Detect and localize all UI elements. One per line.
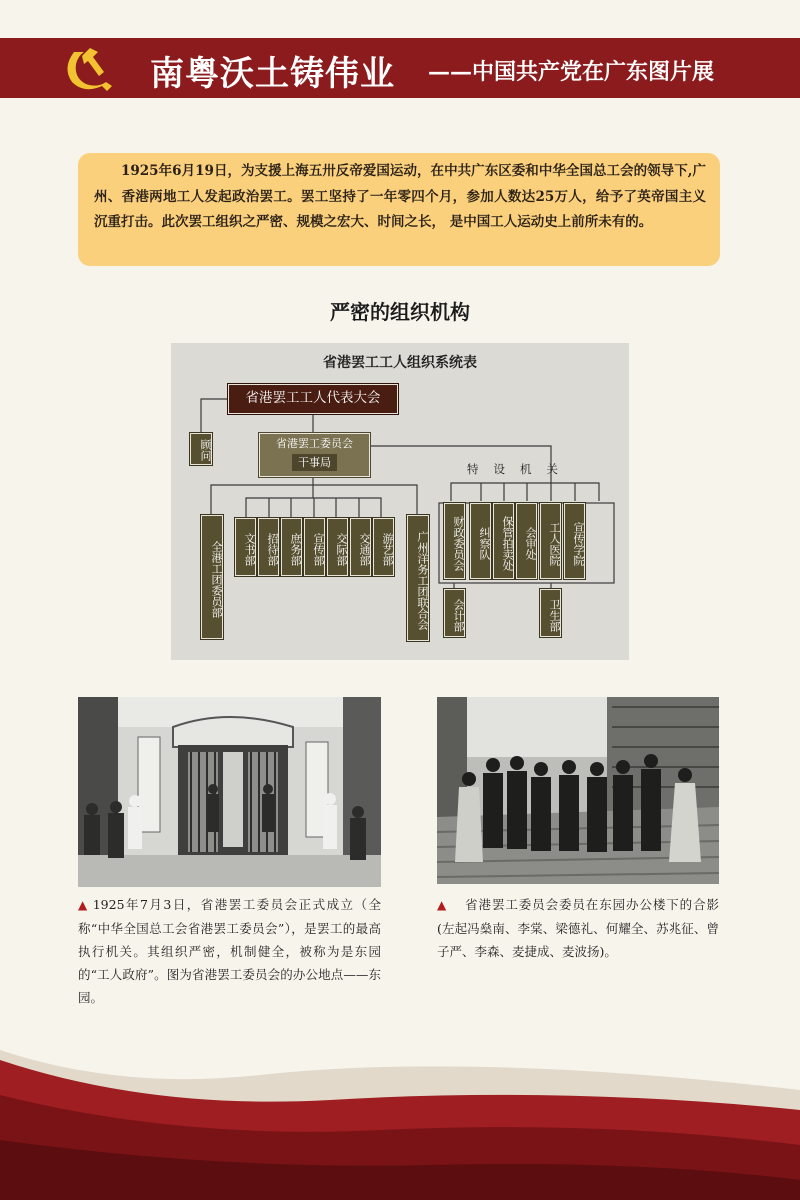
triangle-marker-icon: ▲ xyxy=(78,898,89,912)
org-chart-title: 省港罢工工人组织系统表 xyxy=(323,355,477,371)
exhibition-subtitle: ——中国共产党在广东图片展 xyxy=(428,59,715,85)
hospital-sub-box: 卫生部 xyxy=(540,589,561,637)
special-box: 保管拍卖处 xyxy=(493,503,514,579)
dept-box: 庶务部 xyxy=(281,518,302,576)
dept-box: 交际部 xyxy=(327,518,348,576)
triangle-marker-icon: ▲ xyxy=(437,898,448,912)
photo-dongyuan-gate xyxy=(78,697,381,887)
photo-committee-members xyxy=(437,697,719,884)
finance-sub-box: 会计部 xyxy=(444,589,465,637)
special-box: 宣传学院 xyxy=(564,503,585,579)
org-chart xyxy=(171,343,629,660)
committee-box xyxy=(259,433,370,477)
special-box: 财政委员会 xyxy=(444,503,465,579)
intro-box xyxy=(78,153,720,266)
photo-caption-2-text: 省港罢工委员会委员在东园办公楼下的合影(左起冯燊南、李棠、梁德礼、何耀全、苏兆征、曾子严、李森、麦捷成、麦波扬)。 xyxy=(437,897,719,959)
committee-label: 省港罢工委员会 xyxy=(276,437,353,450)
special-box: 纠察队 xyxy=(470,503,491,579)
advisor-box: 顾问 xyxy=(190,433,212,465)
bottom-red-swoosh xyxy=(0,1020,800,1200)
dept-box: 文书部 xyxy=(235,518,256,576)
intro-text: 1925年6月19日，为支援上海五卅反帝爱国运动，在中共广东区委和中华全国总工会的领导下,广州、香港两地工人发起政治罢工。罢工坚持了一年零四个月，参加人数达25万人，给予了英帝国主义沉重打击。此次罢工组织之严密、规模之宏大、时间之长， 是中国工人运动史上前所未有的。 xyxy=(94,163,706,230)
bureau-label: 干事局 xyxy=(292,454,337,471)
right-branch-box: 广州洋务工团联合会 xyxy=(407,515,429,641)
dept-box: 游艺部 xyxy=(373,518,394,576)
special-box: 工人医院 xyxy=(540,503,561,579)
left-branch-box: 全港工团委员部 xyxy=(201,515,223,639)
hammer-sickle-icon xyxy=(60,42,116,94)
special-box: 会审处 xyxy=(516,503,537,579)
exhibition-title: 南粤沃土铸伟业 xyxy=(150,54,395,94)
header-band xyxy=(0,38,800,98)
special-label: 特设机关 xyxy=(467,462,573,476)
section-heading: 严密的组织机构 xyxy=(330,300,470,324)
photo-caption-2 xyxy=(437,893,719,963)
photo-caption-1-text: 1925年7月3日，省港罢工委员会正式成立（全称“中华全国总工会省港罢工委员会”），是罢工的最高执行机关。其组织严密，机制健全，被称为是东园的“工人政府”。图为省港罢工委员会的办公地点——东园。 xyxy=(78,897,382,1005)
dept-box: 宣传部 xyxy=(304,518,325,576)
photo-caption-1 xyxy=(78,893,381,1009)
dept-box: 交通部 xyxy=(350,518,371,576)
congress-box: 省港罢工工人代表大会 xyxy=(228,384,398,414)
dept-box: 招待部 xyxy=(258,518,279,576)
